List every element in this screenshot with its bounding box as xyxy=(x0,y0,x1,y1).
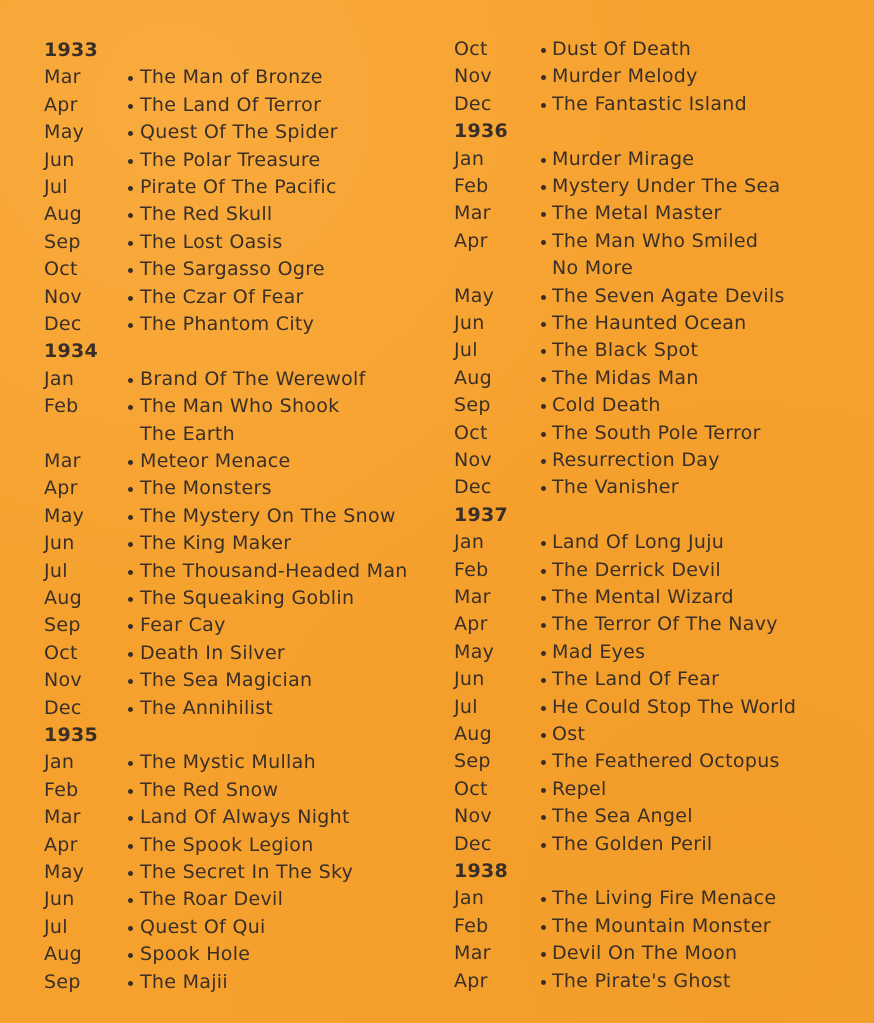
month-label: Dec xyxy=(44,313,82,335)
story-title: The Man Who Smiled xyxy=(552,229,759,252)
story-title: Fear Cay xyxy=(140,614,226,637)
bullet-dot-icon xyxy=(128,104,133,109)
month-label: Feb xyxy=(454,914,489,937)
month-label: Aug xyxy=(44,587,83,609)
month-label: Apr xyxy=(44,93,78,116)
bullet-dot-icon xyxy=(128,213,133,218)
bullet-dot-icon xyxy=(128,871,133,876)
month-label: Nov xyxy=(454,805,492,828)
bullet-dot-icon xyxy=(128,953,133,958)
month-label: Nov xyxy=(454,449,492,471)
bullet-dot-icon xyxy=(541,678,546,683)
story-title: Mad Eyes xyxy=(552,640,646,663)
bullet-dot-icon xyxy=(541,404,546,409)
bullet-dot-icon xyxy=(541,925,546,930)
story-title: Brand Of The Werewolf xyxy=(140,367,366,390)
month-label: May xyxy=(44,121,85,144)
story-title: The Phantom City xyxy=(140,313,315,335)
month-label: Dec xyxy=(454,476,492,499)
story-title: The Spook Legion xyxy=(140,833,314,856)
story-title: The South Pole Terror xyxy=(552,421,761,444)
story-title: Pirate Of The Pacific xyxy=(140,176,337,198)
story-title: The Thousand-Headed Man xyxy=(140,559,408,582)
story-title: The Man Who Shook xyxy=(140,395,340,418)
story-title: The Roar Devil xyxy=(140,888,284,911)
bullet-dot-icon xyxy=(128,186,133,191)
bullet-dot-icon xyxy=(541,349,546,354)
month-label: Sep xyxy=(44,970,81,993)
story-title: He Could Stop The World xyxy=(552,695,797,718)
bullet-dot-icon xyxy=(541,897,546,902)
month-label: Nov xyxy=(44,285,82,308)
bullet-dot-icon xyxy=(541,569,546,574)
month-label: Jan xyxy=(454,147,485,170)
month-label: Jul xyxy=(44,559,68,582)
left-column xyxy=(0,0,420,1023)
month-label: Aug xyxy=(44,203,83,226)
bullet-dot-icon xyxy=(128,679,133,684)
bullet-dot-icon xyxy=(128,268,133,273)
bullet-dot-icon xyxy=(128,761,133,766)
story-title: The Red Skull xyxy=(140,203,273,226)
month-label: Mar xyxy=(454,202,491,225)
story-title: Ost xyxy=(552,723,586,745)
bullet-dot-icon xyxy=(128,131,133,136)
month-label: Apr xyxy=(44,477,78,500)
month-label: Aug xyxy=(454,723,493,745)
month-label: Apr xyxy=(454,613,488,636)
story-title: Quest Of The Spider xyxy=(140,121,338,144)
month-label: Oct xyxy=(454,777,488,800)
bullet-dot-icon xyxy=(128,159,133,164)
story-title: The Red Snow xyxy=(140,778,279,801)
bullet-dot-icon xyxy=(541,623,546,628)
story-title: The Mystic Mullah xyxy=(140,751,316,774)
month-label: May xyxy=(44,861,85,883)
story-title: The King Maker xyxy=(140,532,292,555)
story-title: Dust Of Death xyxy=(552,38,692,60)
bullet-dot-icon xyxy=(128,241,133,246)
right-column xyxy=(436,0,856,1023)
story-title: The Sargasso Ogre xyxy=(140,258,325,281)
bullet-dot-icon xyxy=(541,377,546,382)
bullet-dot-icon xyxy=(541,760,546,765)
bullet-dot-icon xyxy=(541,980,546,985)
month-label: Oct xyxy=(454,38,488,60)
bullet-dot-icon xyxy=(128,378,133,383)
month-label: Dec xyxy=(454,832,492,855)
bullet-dot-icon xyxy=(541,75,546,80)
bullet-dot-icon xyxy=(128,323,133,328)
bullet-dot-icon xyxy=(128,898,133,903)
month-label: Jan xyxy=(454,887,485,910)
year-label: 1938 xyxy=(454,860,509,882)
month-label: Jun xyxy=(454,312,485,334)
bullet-dot-icon xyxy=(541,843,546,848)
story-title: The Secret In The Sky xyxy=(140,861,354,883)
month-label: Jul xyxy=(44,176,68,198)
story-title: Mystery Under The Sea xyxy=(552,175,781,197)
month-label: Apr xyxy=(454,229,488,252)
month-label: Jun xyxy=(44,148,75,171)
story-title: Murder Melody xyxy=(552,65,698,88)
story-title: Land Of Always Night xyxy=(140,806,350,829)
story-title: The Derrick Devil xyxy=(552,558,721,581)
story-title: Devil On The Moon xyxy=(552,942,738,965)
month-label: Mar xyxy=(454,586,491,608)
story-title: The Seven Agate Devils xyxy=(552,284,785,307)
bullet-dot-icon xyxy=(128,542,133,547)
bullet-dot-icon xyxy=(541,185,546,190)
bullet-dot-icon xyxy=(128,707,133,712)
month-label: Aug xyxy=(44,943,83,966)
story-title: Death In Silver xyxy=(140,641,286,664)
bullet-dot-icon xyxy=(541,322,546,327)
month-label: Nov xyxy=(454,65,492,88)
story-title: The Black Spot xyxy=(552,339,699,362)
month-label: Mar xyxy=(44,66,81,89)
story-title: Land Of Long Juju xyxy=(552,531,725,554)
story-title: The Mystery On The Snow xyxy=(140,504,396,527)
month-label: Feb xyxy=(44,778,79,801)
story-title: The Golden Peril xyxy=(552,832,713,855)
bullet-dot-icon xyxy=(541,651,546,656)
story-title: The Pirate's Ghost xyxy=(552,969,731,992)
month-label: Oct xyxy=(454,421,488,444)
story-title: The Haunted Ocean xyxy=(552,312,747,334)
bullet-dot-icon xyxy=(128,926,133,931)
month-label: Nov xyxy=(44,669,82,692)
bullet-dot-icon xyxy=(128,570,133,575)
bullet-dot-icon xyxy=(128,460,133,465)
month-label: May xyxy=(454,284,495,307)
bullet-dot-icon xyxy=(128,515,133,520)
bullet-dot-icon xyxy=(541,596,546,601)
story-title: Resurrection Day xyxy=(552,449,720,471)
month-label: Apr xyxy=(44,833,78,856)
bullet-dot-icon xyxy=(541,952,546,957)
story-title: The Majii xyxy=(140,970,228,993)
bullet-dot-icon xyxy=(128,789,133,794)
month-label: Sep xyxy=(454,750,491,773)
bullet-dot-icon xyxy=(541,48,546,53)
story-title: The Sea Magician xyxy=(140,669,313,692)
year-label: 1936 xyxy=(454,120,509,143)
month-label: Feb xyxy=(44,395,79,418)
story-title: Quest Of Qui xyxy=(140,915,266,938)
bullet-dot-icon xyxy=(541,733,546,738)
month-label: Jun xyxy=(44,888,75,911)
story-title: The Polar Treasure xyxy=(140,148,321,171)
month-label: Jul xyxy=(44,915,68,938)
story-title: The Czar Of Fear xyxy=(140,285,304,308)
story-title: The Annihilist xyxy=(140,696,274,719)
story-title: Meteor Menace xyxy=(140,450,291,472)
month-label: May xyxy=(454,640,495,663)
story-title: The Mental Wizard xyxy=(552,586,734,608)
month-label: Jan xyxy=(44,751,75,774)
month-label: Aug xyxy=(454,366,493,389)
bullet-dot-icon xyxy=(541,459,546,464)
story-title: The Land Of Fear xyxy=(552,668,720,691)
month-label: Feb xyxy=(454,175,489,197)
bullet-dot-icon xyxy=(541,295,546,300)
month-label: Oct xyxy=(44,641,78,664)
month-label: Jan xyxy=(44,367,75,390)
story-title: The Earth xyxy=(140,422,236,445)
month-label: Dec xyxy=(454,92,492,115)
month-label: Dec xyxy=(44,696,82,719)
month-label: Jul xyxy=(454,339,478,362)
story-title: The Fantastic Island xyxy=(552,92,747,115)
month-label: Apr xyxy=(454,969,488,992)
bullet-dot-icon xyxy=(128,597,133,602)
bullet-dot-icon xyxy=(541,103,546,108)
story-title: Murder Mirage xyxy=(552,147,695,170)
bullet-dot-icon xyxy=(541,158,546,163)
month-label: Sep xyxy=(44,230,81,253)
bullet-dot-icon xyxy=(128,624,133,629)
story-title: The Man of Bronze xyxy=(140,66,323,89)
bullet-dot-icon xyxy=(128,844,133,849)
bullet-dot-icon xyxy=(541,788,546,793)
story-title: The Midas Man xyxy=(552,366,699,389)
bullet-dot-icon xyxy=(128,405,133,410)
story-title: Spook Hole xyxy=(140,943,251,966)
month-label: Oct xyxy=(44,258,78,281)
year-label: 1935 xyxy=(44,724,99,746)
story-title: The Vanisher xyxy=(552,476,679,499)
month-label: Mar xyxy=(44,806,81,829)
bullet-dot-icon xyxy=(128,487,133,492)
year-label: 1934 xyxy=(44,340,99,363)
story-title: The Feathered Octopus xyxy=(552,750,780,773)
bullet-dot-icon xyxy=(128,981,133,986)
story-title: Repel xyxy=(552,777,607,800)
bullet-dot-icon xyxy=(541,432,546,437)
story-title: The Sea Angel xyxy=(552,805,693,828)
story-title: The Monsters xyxy=(140,477,272,500)
story-title: The Lost Oasis xyxy=(140,230,283,253)
month-label: Sep xyxy=(454,394,491,417)
month-label: May xyxy=(44,504,85,527)
year-label: 1937 xyxy=(454,503,509,526)
bullet-dot-icon xyxy=(541,212,546,217)
month-label: Mar xyxy=(44,450,81,472)
bullet-dot-icon xyxy=(541,815,546,820)
month-label: Jul xyxy=(454,695,478,718)
bullet-dot-icon xyxy=(128,296,133,301)
bullet-dot-icon xyxy=(541,240,546,245)
story-title: Cold Death xyxy=(552,394,661,417)
story-title: The Living Fire Menace xyxy=(552,887,777,910)
bullet-dot-icon xyxy=(128,76,133,81)
bullet-dot-icon xyxy=(128,816,133,821)
story-title: The Squeaking Goblin xyxy=(140,587,355,609)
month-label: Sep xyxy=(44,614,81,637)
month-label: Jan xyxy=(454,531,485,554)
bullet-dot-icon xyxy=(541,706,546,711)
month-label: Jun xyxy=(44,532,75,555)
month-label: Jun xyxy=(454,668,485,691)
story-title: The Land Of Terror xyxy=(140,93,322,116)
bullet-dot-icon xyxy=(128,652,133,657)
story-title: The Terror Of The Navy xyxy=(552,613,778,636)
month-label: Feb xyxy=(454,558,489,581)
story-title: The Mountain Monster xyxy=(552,914,771,937)
bullet-dot-icon xyxy=(541,541,546,546)
story-title: No More xyxy=(552,257,634,280)
story-title: The Metal Master xyxy=(552,202,722,225)
year-label: 1933 xyxy=(44,39,99,61)
bullet-dot-icon xyxy=(541,486,546,491)
month-label: Mar xyxy=(454,942,491,965)
